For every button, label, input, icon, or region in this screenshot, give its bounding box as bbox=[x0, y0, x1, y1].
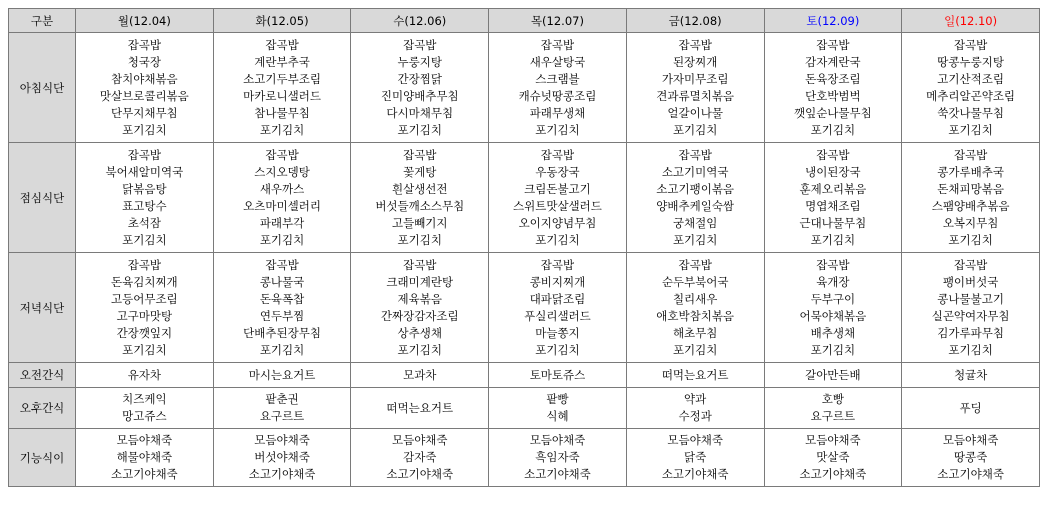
menu-item: 돈육폭찹 bbox=[259, 291, 305, 306]
menu-item: 스지오뎅탕 bbox=[254, 164, 310, 179]
menu-cell-fri bbox=[626, 33, 764, 143]
menu-item: 요구르트 bbox=[810, 409, 856, 423]
menu-item: 청국장 bbox=[127, 54, 162, 69]
menu-cell-mon bbox=[76, 388, 214, 429]
menu-item: 닭볶음탕 bbox=[122, 181, 167, 196]
menu-item: 모과차 bbox=[403, 367, 437, 382]
menu-item: 연두부찜 bbox=[259, 308, 305, 323]
menu-item: 꽃게탕 bbox=[403, 164, 437, 179]
menu-item: 잡곡밥 bbox=[403, 37, 437, 52]
menu-item: 소고기미역국 bbox=[661, 164, 729, 179]
menu-item: 모듬야채죽 bbox=[391, 433, 448, 447]
day-header-mon: 월(12.04) bbox=[76, 9, 214, 33]
menu-item: 제육볶음 bbox=[397, 291, 442, 306]
menu-item: 토마토쥬스 bbox=[529, 367, 586, 382]
menu-item: 치즈케익 bbox=[122, 392, 167, 406]
menu-item: 푸실리샐러드 bbox=[524, 308, 591, 323]
menu-item: 참치야채볶음 bbox=[111, 71, 178, 86]
menu-item: 참나물무침 bbox=[254, 105, 310, 120]
menu-item: 모듬야채죽 bbox=[805, 433, 861, 447]
menu-cell-wed bbox=[351, 253, 489, 363]
menu-item: 소고기야채죽 bbox=[386, 467, 454, 481]
menu-cell-sun bbox=[902, 253, 1040, 363]
menu-item: 단호박범벅 bbox=[805, 88, 861, 103]
menu-item: 마카로니샐러드 bbox=[243, 88, 321, 103]
menu-item: 훈제오리볶음 bbox=[799, 181, 867, 196]
menu-item: 포기김치 bbox=[948, 232, 993, 247]
functional-diet-row bbox=[9, 429, 1040, 487]
menu-item: 간짜장감자조림 bbox=[380, 308, 459, 323]
menu-item: 유자차 bbox=[127, 367, 162, 382]
menu-item: 맛살죽 bbox=[816, 450, 850, 464]
menu-item: 오츠마미셀러리 bbox=[243, 198, 321, 213]
menu-item: 파래부각 bbox=[259, 215, 305, 230]
menu-item: 누룽지탕 bbox=[397, 54, 442, 69]
menu-item: 모듬야채죽 bbox=[116, 433, 173, 447]
menu-item: 포기김치 bbox=[948, 122, 993, 137]
menu-item: 고구마맛탕 bbox=[116, 308, 173, 323]
menu-item: 소고기야채죽 bbox=[937, 467, 1004, 481]
menu-cell-tue bbox=[213, 429, 351, 487]
menu-item: 오복지무침 bbox=[942, 215, 999, 230]
menu-item: 포기김치 bbox=[259, 342, 305, 357]
menu-item: 다시마채무침 bbox=[386, 105, 454, 120]
menu-item: 오이지양념무침 bbox=[518, 215, 597, 230]
menu-item: 포기김치 bbox=[122, 122, 167, 137]
menu-cell-fri bbox=[626, 143, 764, 253]
menu-cell-fri bbox=[626, 388, 764, 429]
menu-item: 잡곡밥 bbox=[540, 37, 575, 52]
menu-item: 캐슈넛땅콩조림 bbox=[518, 88, 597, 103]
menu-item: 소고기야채죽 bbox=[661, 467, 729, 481]
menu-item: 포기김치 bbox=[810, 342, 856, 357]
menu-item: 잡곡밥 bbox=[403, 257, 437, 272]
menu-cell-sat bbox=[764, 143, 902, 253]
menu-item: 갈아만든배 bbox=[805, 367, 861, 382]
menu-item: 깻잎순나물무침 bbox=[793, 105, 872, 120]
row-label: 점심식단 bbox=[9, 143, 76, 253]
menu-item: 애호박참치볶음 bbox=[656, 308, 735, 323]
menu-cell-sat bbox=[764, 363, 902, 388]
menu-item: 잡곡밥 bbox=[127, 257, 162, 272]
menu-item: 김가루파무침 bbox=[937, 325, 1004, 340]
menu-item: 포기김치 bbox=[122, 232, 167, 247]
menu-item: 양배추케일숙쌈 bbox=[656, 198, 735, 213]
menu-item: 두부구이 bbox=[810, 291, 856, 306]
menu-item: 간장깻잎지 bbox=[116, 325, 173, 340]
menu-cell-fri bbox=[626, 363, 764, 388]
menu-item: 칠리새우 bbox=[672, 291, 718, 306]
menu-item: 소고기야채죽 bbox=[799, 467, 867, 481]
menu-cell-wed bbox=[351, 33, 489, 143]
menu-item: 소고기야채죽 bbox=[111, 467, 178, 481]
day-header-tue: 화(12.05) bbox=[213, 9, 351, 33]
menu-item: 땅콩누룽지탕 bbox=[937, 54, 1004, 69]
menu-cell-mon bbox=[76, 363, 214, 388]
menu-item: 진미양배추무침 bbox=[380, 88, 459, 103]
menu-item: 포기김치 bbox=[672, 342, 718, 357]
menu-item: 잡곡밥 bbox=[265, 147, 299, 162]
menu-item: 어묵야채볶음 bbox=[799, 308, 867, 323]
day-header-wed: 수(12.06) bbox=[351, 9, 489, 33]
menu-item: 잡곡밥 bbox=[403, 147, 437, 162]
menu-cell-sat bbox=[764, 388, 902, 429]
menu-item: 단배추된장무침 bbox=[243, 325, 321, 340]
menu-item: 약과 bbox=[684, 392, 707, 406]
row-label: 아침식단 bbox=[9, 33, 76, 143]
menu-item: 냉이된장국 bbox=[805, 164, 861, 179]
menu-item: 콩나물국 bbox=[259, 274, 305, 289]
menu-item: 버섯야채죽 bbox=[254, 450, 310, 464]
menu-item: 푸딩 bbox=[959, 400, 982, 415]
menu-item: 포기김치 bbox=[397, 122, 442, 137]
menu-cell-sun bbox=[902, 388, 1040, 429]
menu-cell-wed bbox=[351, 143, 489, 253]
menu-item: 청귤차 bbox=[953, 367, 988, 382]
menu-item: 새우까스 bbox=[259, 181, 305, 196]
menu-item: 포기김치 bbox=[810, 232, 856, 247]
row-label: 오전간식 bbox=[9, 363, 76, 388]
menu-item: 포기김치 bbox=[397, 232, 442, 247]
menu-item: 콩비지찌개 bbox=[529, 274, 586, 289]
menu-item: 근대나물무침 bbox=[799, 215, 867, 230]
weekly-menu-table bbox=[8, 8, 1040, 487]
menu-item: 견과류멸치볶음 bbox=[656, 88, 735, 103]
menu-item: 잡곡밥 bbox=[953, 147, 988, 162]
menu-cell-thu bbox=[489, 33, 627, 143]
menu-item: 소고기야채죽 bbox=[524, 467, 591, 481]
menu-item: 팥춘권 bbox=[265, 392, 299, 406]
menu-item: 요구르트 bbox=[259, 409, 305, 423]
menu-item: 대파닭조림 bbox=[529, 291, 586, 306]
menu-item: 떠먹는요거트 bbox=[386, 400, 454, 415]
lunch-row bbox=[9, 143, 1040, 253]
menu-item: 포기김치 bbox=[122, 342, 167, 357]
row-label: 기능식이 bbox=[9, 429, 76, 487]
menu-cell-sun bbox=[902, 33, 1040, 143]
menu-item: 가자미무조림 bbox=[661, 71, 729, 86]
menu-item: 흑임자죽 bbox=[535, 450, 580, 464]
menu-item: 우동장국 bbox=[535, 164, 580, 179]
menu-item: 새우살탕국 bbox=[529, 54, 586, 69]
menu-item: 메추리알곤약조림 bbox=[926, 88, 1016, 103]
menu-item: 크래미계란탕 bbox=[386, 274, 454, 289]
menu-cell-tue bbox=[213, 253, 351, 363]
menu-item: 잡곡밥 bbox=[678, 257, 712, 272]
menu-cell-wed bbox=[351, 388, 489, 429]
menu-item: 단무지채무침 bbox=[111, 105, 178, 120]
menu-item: 된장찌개 bbox=[672, 54, 718, 69]
morning-snack-row bbox=[9, 363, 1040, 388]
menu-item: 돈육장조림 bbox=[805, 71, 861, 86]
menu-item: 포기김치 bbox=[672, 122, 718, 137]
menu-item: 콩나물불고기 bbox=[937, 291, 1004, 306]
menu-cell-wed bbox=[351, 363, 489, 388]
menu-cell-thu bbox=[489, 253, 627, 363]
menu-item: 잡곡밥 bbox=[127, 147, 162, 162]
menu-cell-thu bbox=[489, 429, 627, 487]
menu-item: 궁채절임 bbox=[672, 215, 718, 230]
menu-item: 팥빵 bbox=[546, 392, 569, 406]
menu-item: 망고쥬스 bbox=[122, 409, 167, 423]
menu-item: 돈채피망볶음 bbox=[937, 181, 1004, 196]
afternoon-snack-row bbox=[9, 388, 1040, 429]
menu-item: 잡곡밥 bbox=[816, 257, 850, 272]
menu-cell-thu bbox=[489, 388, 627, 429]
menu-item: 버섯들깨소스무침 bbox=[375, 198, 465, 213]
menu-cell-tue bbox=[213, 33, 351, 143]
menu-item: 실곤약여자무침 bbox=[931, 308, 1010, 323]
menu-item: 상추생채 bbox=[397, 325, 442, 340]
menu-item: 북어새알미역국 bbox=[105, 164, 184, 179]
menu-item: 돈육김치찌개 bbox=[111, 274, 178, 289]
menu-item: 콩가루배추국 bbox=[937, 164, 1004, 179]
day-header-sat: 토(12.09) bbox=[764, 9, 902, 33]
menu-cell-thu bbox=[489, 363, 627, 388]
menu-cell-tue bbox=[213, 363, 351, 388]
menu-cell-mon bbox=[76, 33, 214, 143]
menu-item: 포기김치 bbox=[535, 122, 580, 137]
menu-item: 잡곡밥 bbox=[953, 257, 988, 272]
menu-item: 감자죽 bbox=[403, 450, 437, 464]
menu-cell-tue bbox=[213, 388, 351, 429]
menu-item: 수정과 bbox=[678, 409, 712, 423]
menu-item: 모듬야채죽 bbox=[942, 433, 999, 447]
menu-item: 초석잠 bbox=[127, 215, 162, 230]
menu-item: 식혜 bbox=[546, 409, 569, 423]
menu-item: 호빵 bbox=[821, 392, 844, 406]
menu-item: 포기김치 bbox=[259, 232, 305, 247]
menu-item: 명엽채조림 bbox=[805, 198, 861, 213]
menu-item: 스팸양배추볶음 bbox=[931, 198, 1010, 213]
menu-cell-sun bbox=[902, 363, 1040, 388]
menu-item: 잡곡밥 bbox=[540, 147, 575, 162]
menu-cell-sat bbox=[764, 253, 902, 363]
menu-item: 잡곡밥 bbox=[816, 147, 850, 162]
menu-item: 포기김치 bbox=[535, 232, 580, 247]
menu-item: 순두부북어국 bbox=[661, 274, 729, 289]
menu-item: 고들빼기지 bbox=[391, 215, 448, 230]
menu-cell-mon bbox=[76, 253, 214, 363]
menu-item: 배추생채 bbox=[810, 325, 856, 340]
menu-item: 잡곡밥 bbox=[265, 257, 299, 272]
menu-item: 팽이버섯국 bbox=[942, 274, 999, 289]
menu-item: 고등어무조림 bbox=[111, 291, 178, 306]
menu-item: 해물야채죽 bbox=[116, 450, 173, 464]
corner-label: 구분 bbox=[9, 9, 76, 33]
menu-cell-wed bbox=[351, 429, 489, 487]
menu-cell-thu bbox=[489, 143, 627, 253]
day-header-thu: 목(12.07) bbox=[489, 9, 627, 33]
menu-cell-sat bbox=[764, 429, 902, 487]
menu-cell-tue bbox=[213, 143, 351, 253]
dinner-row bbox=[9, 253, 1040, 363]
menu-item: 마늘쫑지 bbox=[535, 325, 580, 340]
menu-item: 표고탕수 bbox=[122, 198, 167, 213]
menu-item: 모듬야채죽 bbox=[529, 433, 586, 447]
menu-item: 모듬야채죽 bbox=[254, 433, 310, 447]
menu-item: 쑥갓나물무침 bbox=[937, 105, 1004, 120]
menu-item: 잡곡밥 bbox=[127, 37, 162, 52]
row-label: 오후간식 bbox=[9, 388, 76, 429]
menu-item: 육개장 bbox=[816, 274, 850, 289]
menu-item: 잡곡밥 bbox=[678, 37, 712, 52]
menu-item: 소고기팽이볶음 bbox=[656, 181, 735, 196]
menu-item: 모듬야채죽 bbox=[667, 433, 723, 447]
menu-item: 맛살브로콜리볶음 bbox=[99, 88, 189, 103]
menu-item: 땅콩죽 bbox=[953, 450, 988, 464]
menu-item: 크림돈불고기 bbox=[524, 181, 591, 196]
breakfast-row bbox=[9, 33, 1040, 143]
row-label: 저녁식단 bbox=[9, 253, 76, 363]
menu-item: 포기김치 bbox=[948, 342, 993, 357]
menu-item: 얼갈이나물 bbox=[667, 105, 723, 120]
menu-item: 포기김치 bbox=[535, 342, 580, 357]
menu-item: 계란부추국 bbox=[254, 54, 310, 69]
menu-item: 잡곡밥 bbox=[816, 37, 850, 52]
menu-item: 닭죽 bbox=[684, 450, 707, 464]
menu-item: 포기김치 bbox=[259, 122, 305, 137]
menu-item: 흰살생선전 bbox=[391, 181, 448, 196]
day-header-fri: 금(12.08) bbox=[626, 9, 764, 33]
menu-item: 잡곡밥 bbox=[953, 37, 988, 52]
day-header-sun: 일(12.10) bbox=[902, 9, 1040, 33]
menu-cell-fri bbox=[626, 429, 764, 487]
menu-cell-sun bbox=[902, 143, 1040, 253]
menu-cell-sat bbox=[764, 33, 902, 143]
menu-item: 소고기두부조림 bbox=[243, 71, 321, 86]
menu-cell-sun bbox=[902, 429, 1040, 487]
menu-item: 포기김치 bbox=[397, 342, 442, 357]
menu-item: 스크램블 bbox=[535, 71, 580, 86]
menu-item: 떠먹는요거트 bbox=[661, 367, 729, 382]
menu-item: 포기김치 bbox=[672, 232, 718, 247]
menu-cell-fri bbox=[626, 253, 764, 363]
menu-item: 포기김치 bbox=[810, 122, 856, 137]
menu-item: 해초무침 bbox=[672, 325, 718, 340]
menu-item: 고기산적조림 bbox=[937, 71, 1004, 86]
menu-cell-mon bbox=[76, 429, 214, 487]
menu-item: 소고기야채죽 bbox=[248, 467, 316, 481]
menu-item: 간장찜닭 bbox=[397, 71, 442, 86]
header-row bbox=[9, 9, 1040, 33]
menu-item: 스위트맛살샐러드 bbox=[513, 198, 602, 213]
menu-item: 잡곡밥 bbox=[265, 37, 299, 52]
menu-item: 파래무생채 bbox=[529, 105, 586, 120]
menu-cell-mon bbox=[76, 143, 214, 253]
menu-item: 잡곡밥 bbox=[540, 257, 575, 272]
menu-item: 마시는요거트 bbox=[248, 367, 316, 382]
menu-item: 잡곡밥 bbox=[678, 147, 712, 162]
menu-item: 감자계란국 bbox=[805, 54, 861, 69]
